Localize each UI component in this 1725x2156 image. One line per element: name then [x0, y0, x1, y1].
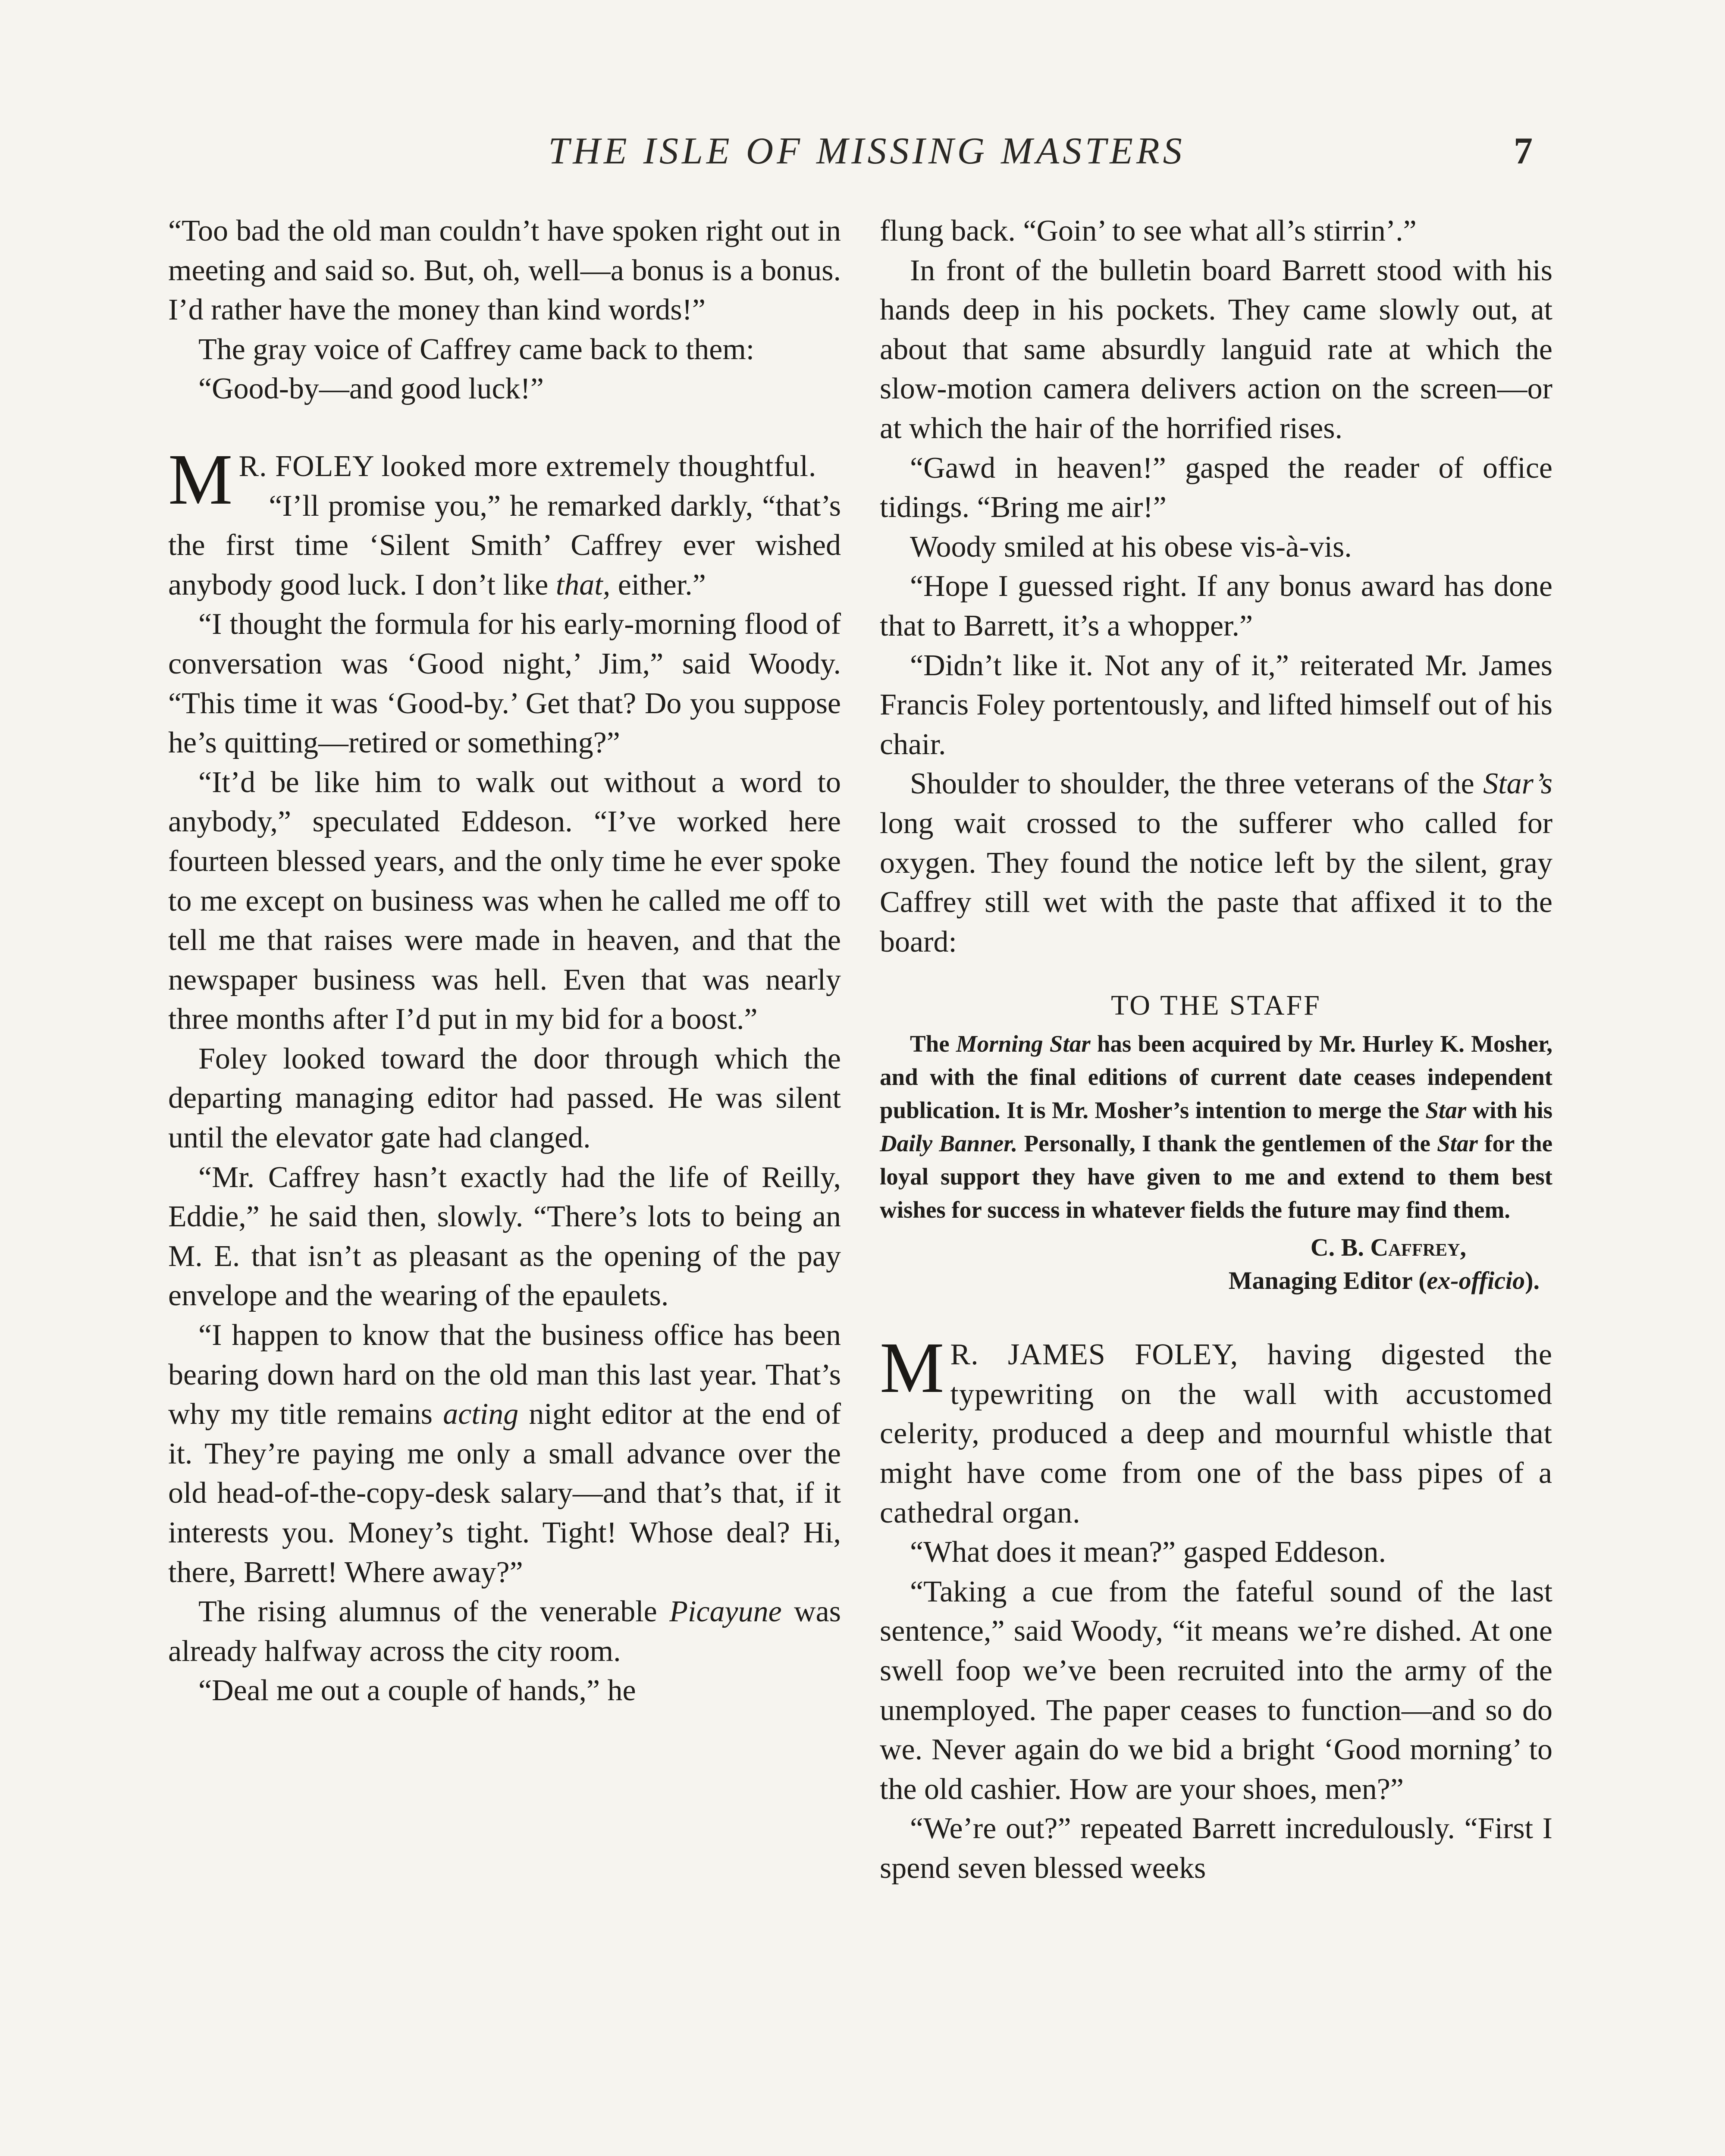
paragraph: “What does it mean?” gasped Eddeson.: [910, 1536, 1386, 1569]
paragraph: “I happen to know that the business office has been bearing down hard on the old man this last year. That’s why my title remains acting night editor at the end of it. They’re paying me only a small advance over the old head-of-the-copy-desk salary—and that’s that, if it interests you. Money’s tight. Tight! Whose deal? Hi, there, Barrett! Where away?”: [168, 1319, 841, 1589]
paragraph: “We’re out?” repeated Barrett incredulously. “First I spend seven blessed weeks: [880, 1812, 1552, 1885]
running-header: [0, 129, 1725, 190]
paragraph: Foley looked toward the door through which the departing managing editor had passed. He was silent until the elevator gate had clanged.: [168, 1042, 841, 1155]
section-opening-paragraph: M R. JAMES FOLEY, having digested the typewriting on the wall with accustomed celerity, produced a deep and mournful whistle that might have come from one of the bass pipes of a cathedral organ.: [880, 1328, 1552, 1529]
paragraph: “I thought the formula for his early-morning flood of conversation was ‘Good night,’ Jim,” said Woody. “This time it was ‘Good-by.’ Get that? Do you suppose he’s quitting—retired or something?”: [168, 608, 841, 760]
notice-signature-name: C. B. Caffrey,: [1310, 1233, 1466, 1262]
paragraph: Woody smiled at his obese vis-à-vis.: [910, 530, 1352, 564]
paragraph: “Too bad the old man couldn’t have spoken right out in meeting and said so. But, oh, well—a bonus is a bonus. I’d rather have the money than kind words!”: [168, 214, 841, 327]
paragraph: The gray voice of Caffrey came back to them:: [198, 332, 755, 366]
paragraph: “Good-by—and good luck!”: [198, 372, 544, 406]
left-column: [168, 211, 841, 1711]
paragraph: “Hope I guessed right. If any bonus award has done that to Barrett, it’s a whopper.”: [880, 570, 1552, 642]
paragraph: “Didn’t like it. Not any of it,” reiterated Mr. James Francis Foley portentously, and lifted himself out of his chair.: [880, 649, 1552, 761]
section-opening-paragraph: M R. FOLEY looked more extremely thoughtful.: [168, 439, 817, 520]
right-column: [880, 211, 1552, 1888]
notice-signature-title: Managing Editor (ex-officio).: [1228, 1266, 1540, 1295]
paragraph: “Taking a cue from the fateful sound of the last sentence,” said Woody, “it means we’re dished. At one swell foop we’ve been recruited into the army of the unemployed. The paper ceases to function—and so do we. Never again do we bid a bright ‘Good morning’ to the old cashier. How are your shoes, men?”: [880, 1575, 1552, 1806]
bulletin-notice: [880, 987, 1552, 1297]
notice-heading: TO THE STAFF: [1111, 990, 1321, 1022]
paragraph: The rising alumnus of the venerable Picayune was already halfway across the city room.: [168, 1595, 841, 1668]
paragraph: “It’d be like him to walk out without a word to anybody,” speculated Eddeson. “I’ve worked here fourteen blessed years, and the only time he ever spoke to me except on business was when he called me off to tell me that raises were made in heaven, and that the newspaper business was hell. Even that was nearly three months after I’d put in my bid for a boost.”: [168, 765, 841, 1036]
paragraph: “Deal me out a couple of hands,” he: [198, 1674, 636, 1708]
paragraph: flung back. “Goin’ to see what all’s stirrin’.”: [880, 214, 1417, 248]
drop-cap: M: [880, 1328, 944, 1408]
paragraph: Shoulder to shoulder, the three veterans of the Star’s long wait crossed to the sufferer who called for oxygen. They found the notice left by the silent, gray Caffrey still wet with the paste that affixed it to the board:: [880, 767, 1552, 959]
drop-cap: M: [168, 439, 233, 520]
notice-body: The Morning Star has been acquired by Mr. Hurley K. Mosher, and with the final editions of current date ceases independent publication. It is Mr. Mosher’s intention to merge the Star with his Daily Banner. Personally, I thank the gentlemen of the Star for the loyal support they have given to me and extend to them best wishes for success in whatever fields the future may find them.: [880, 1031, 1552, 1223]
paragraph: In front of the bulletin board Barrett stood with his hands deep in his pockets. They came slowly out, at about that same absurdly languid rate at which the slow-motion camera delivers action on the screen—or at which the hair of the horrified rises.: [880, 254, 1552, 445]
paragraph: “I’ll promise you,” he remarked darkly, “that’s the first time ‘Silent Smith’ Caffrey ever wished anybody good luck. I don’t like that, either.”: [168, 489, 841, 602]
paragraph: “Mr. Caffrey hasn’t exactly had the life of Reilly, Eddie,” he said then, slowly. “There’s lots to being an M. E. that isn’t as pleasant as the opening of the pay envelope and the wearing of the epaulets.: [168, 1160, 841, 1313]
page-number: 7: [1514, 130, 1533, 172]
paragraph: “Gawd in heaven!” gasped the reader of office tidings. “Bring me air!”: [880, 451, 1552, 524]
running-title: THE ISLE OF MISSING MASTERS: [548, 130, 1186, 172]
